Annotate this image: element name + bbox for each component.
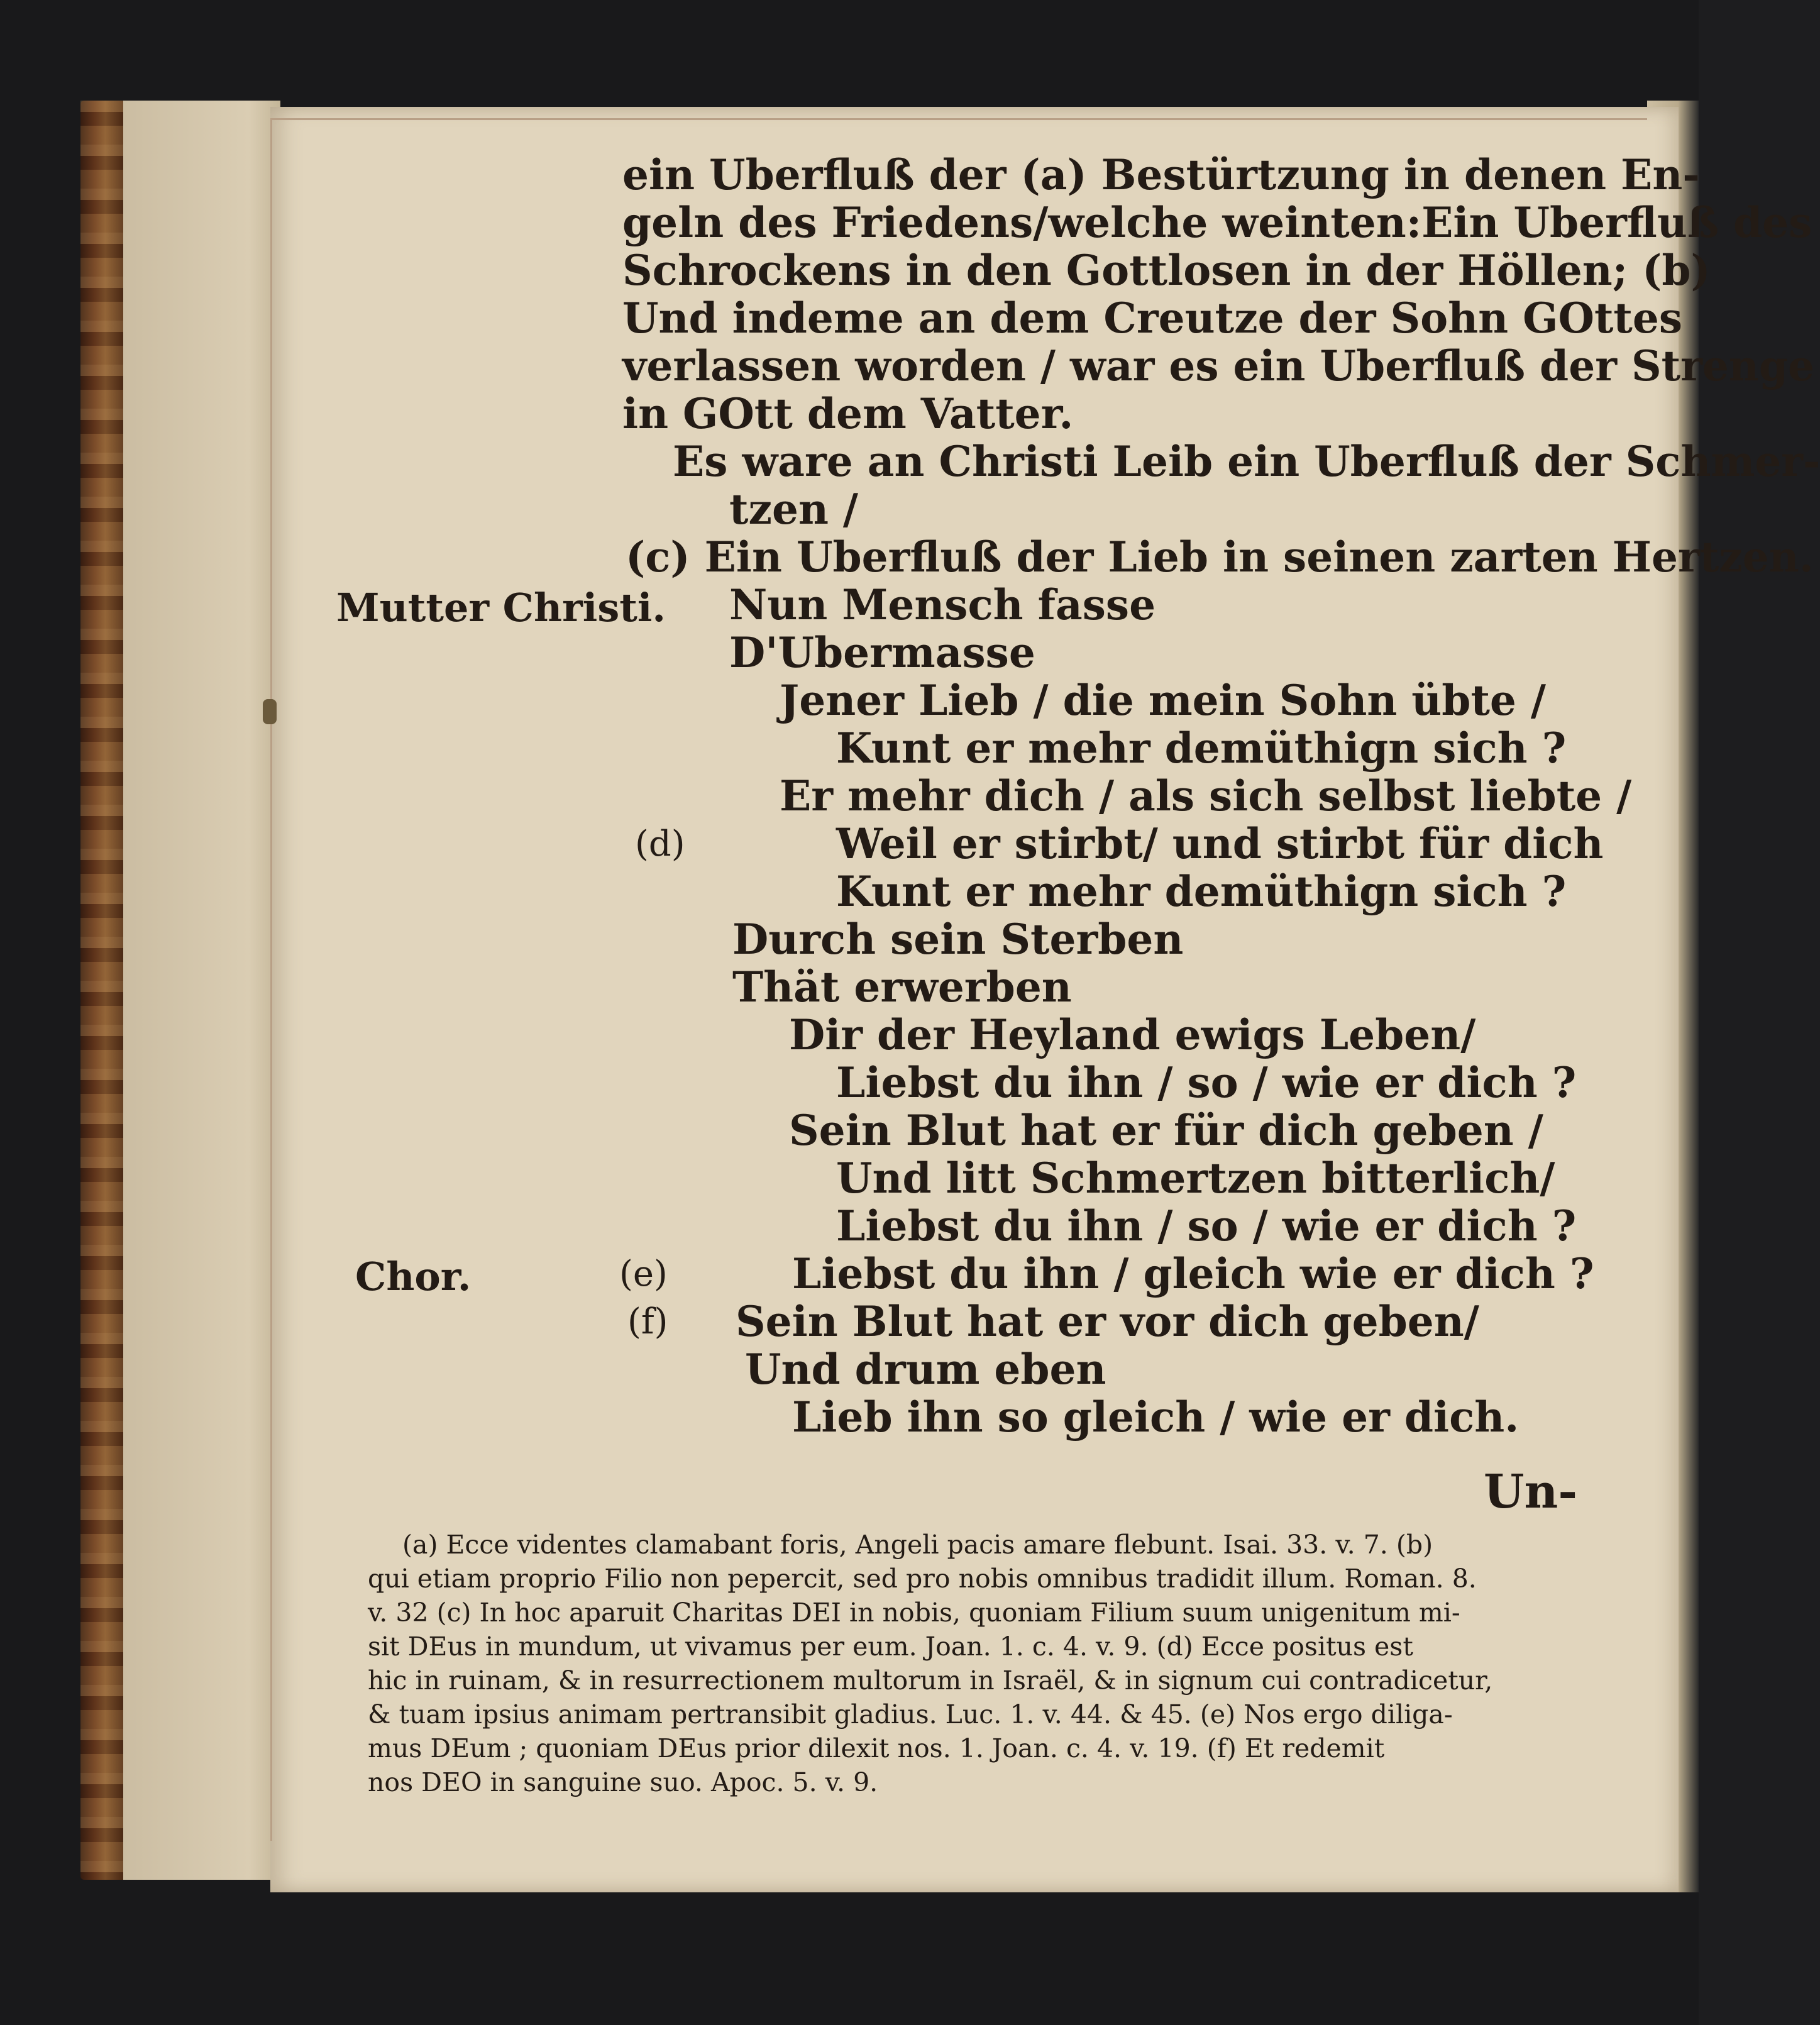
footnote-line: hic in ruinam, & in resurrectionem multorum in Israël, & in signum cui contradicetur, xyxy=(368,1665,1493,1696)
footnote-line: v. 32 (c) In hoc aparuit Charitas DEI in nobis, quoniam Filium suum unigenitum mi- xyxy=(368,1597,1460,1628)
text-line: verlassen worden / war es ein Uberfluß der Strenge xyxy=(622,341,1814,390)
footnote-line: qui etiam proprio Filio non pepercit, sed pro nobis omnibus tradidit illum. Roman. 8. xyxy=(368,1564,1477,1594)
text-line: Lieb ihn so gleich / wie er dich. xyxy=(792,1393,1519,1442)
text-line: Nun Mensch fasse xyxy=(729,580,1156,629)
note-marker-f: (f) xyxy=(627,1301,668,1342)
footnote-line: mus DEum ; quoniam DEus prior dilexit nos. 1. Joan. c. 4. v. 19. (f) Et redemit xyxy=(368,1733,1385,1763)
text-line: (c) Ein Uberfluß der Lieb in seinen zarten Hertzen. xyxy=(626,532,1814,582)
text-line: Kunt er mehr demüthign sich ? xyxy=(836,867,1567,916)
text-line: geln des Friedens/welche weinten:Ein Uberfluß des xyxy=(622,198,1812,247)
text-line: Und drum eben xyxy=(745,1345,1106,1394)
text-line: Dir der Heyland ewigs Leben/ xyxy=(789,1010,1476,1059)
footnote-line: sit DEus in mundum, ut vivamus per eum. Joan. 1. c. 4. v. 9. (d) Ecce positus est xyxy=(368,1631,1413,1662)
text-line: Es ware an Christi Leib ein Uberfluß der Schmer- xyxy=(673,437,1820,486)
note-marker-e: (e) xyxy=(619,1254,668,1294)
footnote-line: nos DEO in sanguine suo. Apoc. 5. v. 9. xyxy=(368,1767,878,1797)
footnote-line: (a) Ecce videntes clamabant foris, Angeli pacis amare flebunt. Isai. 33. v. 7. (b) xyxy=(402,1530,1433,1560)
speaker-label-chor: Chor. xyxy=(355,1254,472,1299)
text-line: Liebst du ihn / gleich wie er dich ? xyxy=(792,1249,1594,1298)
text-line: Und litt Schmertzen bitterlich/ xyxy=(836,1154,1555,1203)
text-line: D'Ubermasse xyxy=(729,628,1035,677)
text-line: tzen / xyxy=(729,485,859,534)
text-line: Sein Blut hat er vor dich geben/ xyxy=(736,1297,1479,1346)
catchword: Un- xyxy=(1484,1465,1578,1519)
text-line: Und indeme an dem Creutze der Sohn GOttes xyxy=(622,294,1683,343)
text-line: Schrockens in den Gottlosen in der Höllen; (b) xyxy=(622,246,1711,295)
text-line: Sein Blut hat er für dich geben / xyxy=(789,1106,1543,1155)
ink-stain xyxy=(263,699,277,724)
footnote-line: & tuam ipsius animam pertransibit gladius. Luc. 1. v. 44. & 45. (e) Nos ergo diliga- xyxy=(368,1699,1453,1730)
page-rule-left xyxy=(270,118,272,1841)
text-line: Durch sein Sterben xyxy=(732,915,1184,964)
facing-page-edge xyxy=(123,101,280,1880)
text-line: Liebst du ihn / so / wie er dich ? xyxy=(836,1201,1577,1250)
text-line: Liebst du ihn / so / wie er dich ? xyxy=(836,1058,1577,1107)
text-line: Thät erwerben xyxy=(732,963,1072,1012)
text-line: Kunt er mehr demüthign sich ? xyxy=(836,724,1567,773)
page-rule-top xyxy=(270,118,1647,120)
text-line: Jener Lieb / die mein Sohn übte / xyxy=(780,676,1547,725)
note-marker-d: (d) xyxy=(635,824,685,864)
text-line: Er mehr dich / als sich selbst liebte / xyxy=(780,771,1632,820)
text-line: in GOtt dem Vatter. xyxy=(622,389,1074,438)
text-line: ein Uberfluß der (a) Bestürtzung in denen En- xyxy=(622,150,1700,199)
text-line: Weil er stirbt/ und stirbt für dich xyxy=(836,819,1604,868)
book-binding xyxy=(80,101,126,1880)
speaker-label-mutter: Mutter Christi. xyxy=(336,585,666,631)
